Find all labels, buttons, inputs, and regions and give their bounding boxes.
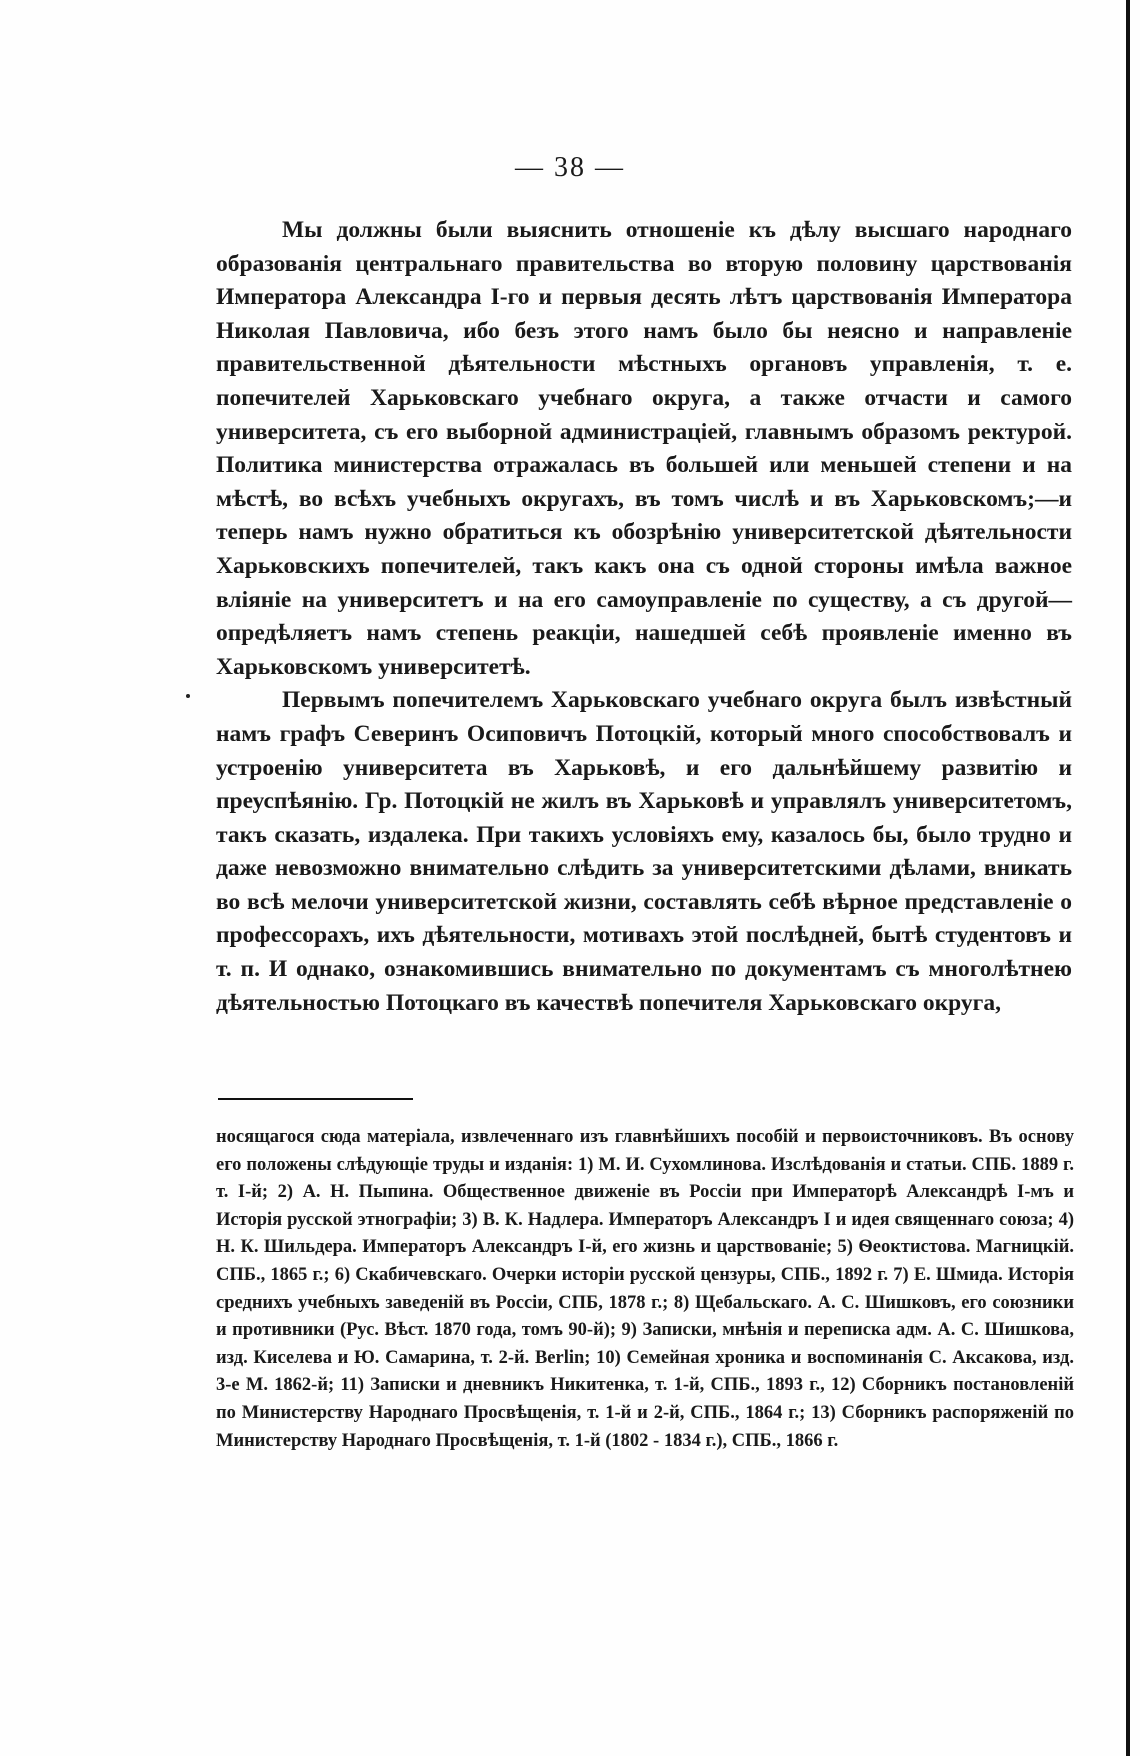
paragraph-1: Мы должны были выяснить отношеніе къ дѣлу высшаго народнаго образованія центральнаго правительства во вторую половину царствованія Императора Александра I-го и первыя десять лѣтъ царствованія Императора Николая Павловича, ибо безъ этого намъ было бы неясно и направленіе правительственной дѣятельности мѣстныхъ органовъ управленія, т. е. попечителей Харьковскаго учебнаго округа, а также отчасти и самого университета, съ его выборной администраціей, главнымъ образомъ ректурой. Политика министерства отражалась въ большей или меньшей степени и на мѣстѣ, во всѣхъ учебныхъ округахъ, въ томъ числѣ и въ Харьковскомъ;—и теперь намъ нужно обратиться къ обозрѣнію университетской дѣятельности Харьковскихъ попечителей, такъ какъ она съ одной стороны имѣла важное вліяніе на университетъ и на его самоуправленіе по существу, а съ другой—опредѣляетъ намъ степень реакціи, нашедшей себѣ проявленіе именно въ Харьковскомъ университетѣ.: [216, 217, 1072, 680]
main-text: [216, 214, 1072, 1020]
margin-mark: [186, 694, 190, 698]
footnote: [216, 1124, 1074, 1455]
page-number: — 38 —: [515, 152, 625, 183]
footnote-text: носящагося сюда матеріала, извлеченнаго изъ главнѣйшихъ пособій и первоисточниковъ. Въ основу его положены слѣдующіе труды и изданія: 1) М. И. Сухомлинова. Изслѣдованія и статьи. СПБ. 1889 г. т. I-й; 2) А. Н. Пыпина. Общественное движеніе въ Россіи при Императорѣ Александрѣ I-мъ и Исторія русской этнографіи; 3) В. К. Надлера. Императоръ Александръ I и идея священнаго союза; 4) Н. К. Шильдера. Императоръ Александръ I-й, его жизнь и царствованіе; 5) Ѳеоктистова. Магницкій. СПБ., 1865 г.; 6) Скабичевскаго. Очерки исторіи русской цензуры, СПБ., 1892 г. 7) Е. Шмида. Исторія среднихъ учебныхъ заведеній въ Россіи, СПБ, 1878 г.; 8) Щебальскаго. А. С. Шишковъ, его союзники и противники (Рус. Вѣст. 1870 года, томъ 90-й); 9) Записки, мнѣнія и переписка адм. А. С. Шишкова, изд. Киселева и Ю. Самарина, т. 2-й. Berlin; 10) Семейная хроника и воспоминанія С. Аксакова, изд. 3-е М. 1862-й; 11) Записки и дневникъ Никитенка, т. 1-й, СПБ., 1893 г., 12) Сборникъ постановленій по Министерству Народнаго Просвѣщенія, т. 1-й и 2-й, СПБ., 1864 г.; 13) Сборникъ распоряженій по Министерству Народнаго Просвѣщенія, т. 1-й (1802 - 1834 г.), СПБ., 1866 г.: [216, 1127, 1074, 1451]
paragraph-2: Первымъ попечителемъ Харьковскаго учебнаго округа былъ извѣстный намъ графъ Северинъ Осиповичъ Потоцкій, который много способствовалъ и устроенію университета въ Харьковѣ, и его дальнѣйшему развитію и преуспѣянію. Гр. Потоцкій не жилъ въ Харьковѣ и управлялъ университетомъ, такъ сказать, издалека. При такихъ условіяхъ ему, казалось бы, было трудно и даже невозможно внимательно слѣдить за университетскими дѣлами, вникать во всѣ мелочи университетской жизни, составлять себѣ вѣрное представленіе о профессорахъ, ихъ дѣятельности, мотивахъ этой послѣдней, бытѣ студентовъ и т. п. И однако, ознакомившись внимательно по документамъ съ многолѣтнею дѣятельностью Потоцкаго въ качествѣ попечителя Харьковскаго округа,: [216, 687, 1072, 1016]
footnote-divider: [218, 1098, 413, 1100]
page-edge-line: [1126, 0, 1130, 1756]
